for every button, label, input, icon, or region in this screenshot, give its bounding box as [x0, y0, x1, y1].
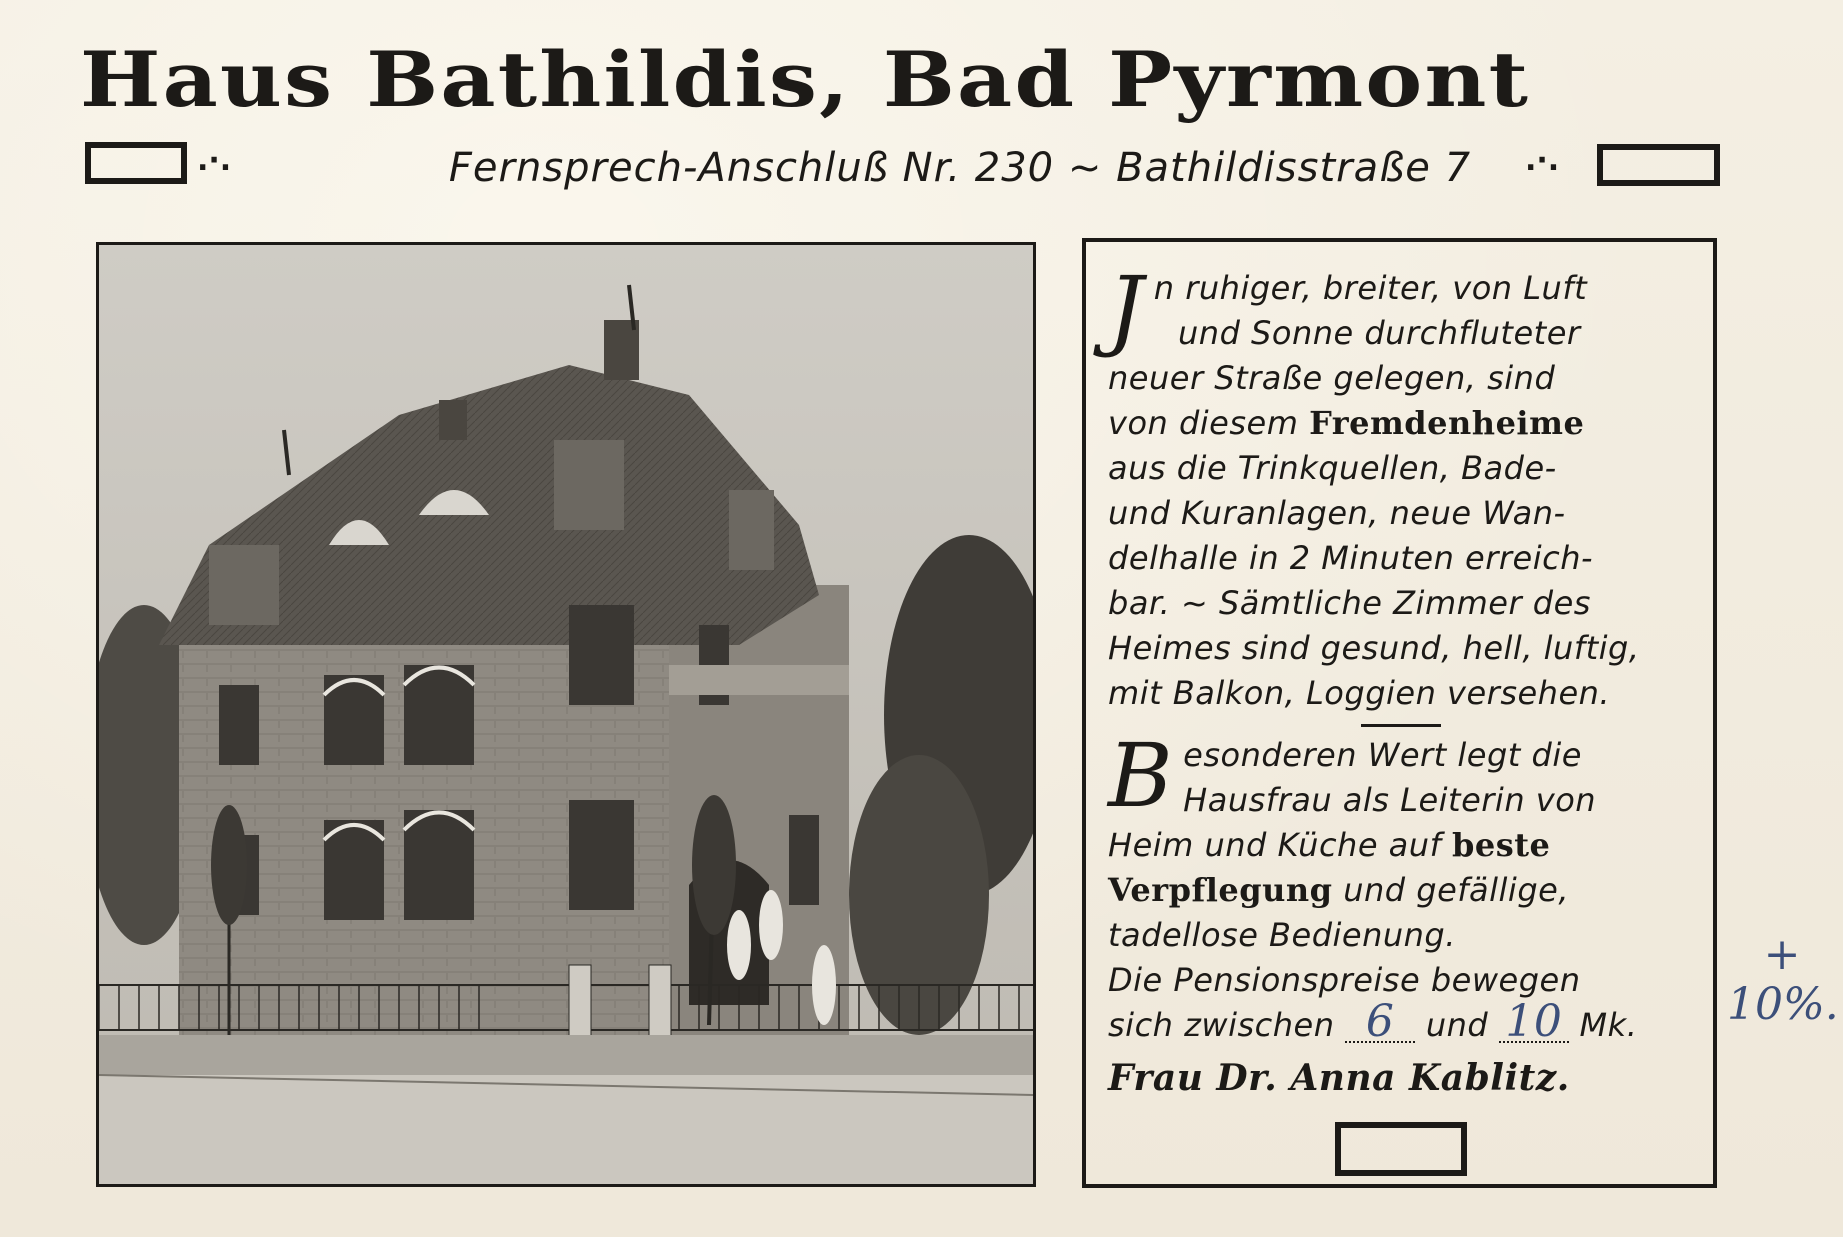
paragraph-location — [1108, 257, 1693, 716]
paragraph-service — [1108, 724, 1693, 1048]
price-max-handwritten: 10 — [1499, 1003, 1569, 1043]
text-fragment: und gefällige, — [1332, 871, 1569, 909]
text-line: neuer Straße gelegen, sind — [1108, 359, 1556, 397]
handwritten-percent: 10%. — [1727, 979, 1839, 1030]
left-frame-ornament — [85, 142, 187, 184]
text-line: und Kuranlagen, neue Wan- — [1108, 494, 1566, 532]
text-line — [1108, 401, 1693, 446]
text-line: Die Pensionspreise bewegen — [1108, 961, 1581, 999]
emphasis-fremdenheime: Fremdenheime — [1309, 404, 1585, 442]
emphasis-beste: beste — [1452, 826, 1551, 864]
text-fragment: sich zwischen — [1108, 1006, 1346, 1044]
emphasis-verpflegung: Verpflegung — [1108, 871, 1333, 909]
advert-text-box — [1082, 238, 1717, 1188]
text-line: esonderen Wert legt die — [1183, 736, 1582, 774]
price-min-handwritten: 6 — [1345, 1003, 1415, 1043]
dropcap-j: J — [1108, 257, 1144, 360]
left-dots-ornament: .·. — [197, 143, 232, 178]
text-fragment: von diesem — [1108, 404, 1310, 442]
text-fragment: Heim und Küche auf — [1108, 826, 1452, 864]
subtitle-row — [85, 138, 1720, 198]
address-line: Fernsprech-Anschluß Nr. 230 ~ Bathildisstraße 7 — [448, 145, 1472, 191]
text-line: tadellose Bedienung. — [1108, 916, 1456, 954]
text-line: Hausfrau als Leiterin von — [1183, 781, 1597, 819]
signature: Frau Dr. Anna Kablitz. — [1108, 1057, 1570, 1099]
villa-photo-icon — [99, 245, 1033, 1184]
text-line: bar. ~ Sämtliche Zimmer des — [1108, 584, 1591, 622]
text-line: mit Balkon, Loggien versehen. — [1108, 674, 1611, 712]
text-fragment: Mk. — [1568, 1006, 1638, 1044]
building-photo — [96, 242, 1036, 1187]
text-line: aus die Trinkquellen, Bade- — [1108, 449, 1557, 487]
text-line: n ruhiger, breiter, von Luft — [1153, 269, 1588, 307]
dropcap-b: B — [1108, 724, 1174, 827]
divider — [1361, 724, 1441, 727]
right-frame-ornament — [1597, 144, 1720, 186]
text-line: Heimes sind gesund, hell, luftig, — [1108, 629, 1640, 667]
handwritten-plus: + — [1763, 929, 1801, 980]
text-line — [1108, 823, 1693, 868]
handwritten-note — [1727, 930, 1837, 1050]
text-fragment: und — [1415, 1006, 1499, 1044]
right-dots-ornament: .·. — [1525, 143, 1560, 178]
text-line — [1108, 868, 1693, 913]
bottom-frame-ornament — [1335, 1122, 1467, 1176]
text-line: und Sonne durchfluteter — [1178, 314, 1581, 352]
text-line: delhalle in 2 Minuten erreich- — [1108, 539, 1594, 577]
page-title: Haus Bathildis, Bad Pyrmont — [80, 35, 1531, 124]
price-line — [1108, 996, 1693, 1048]
